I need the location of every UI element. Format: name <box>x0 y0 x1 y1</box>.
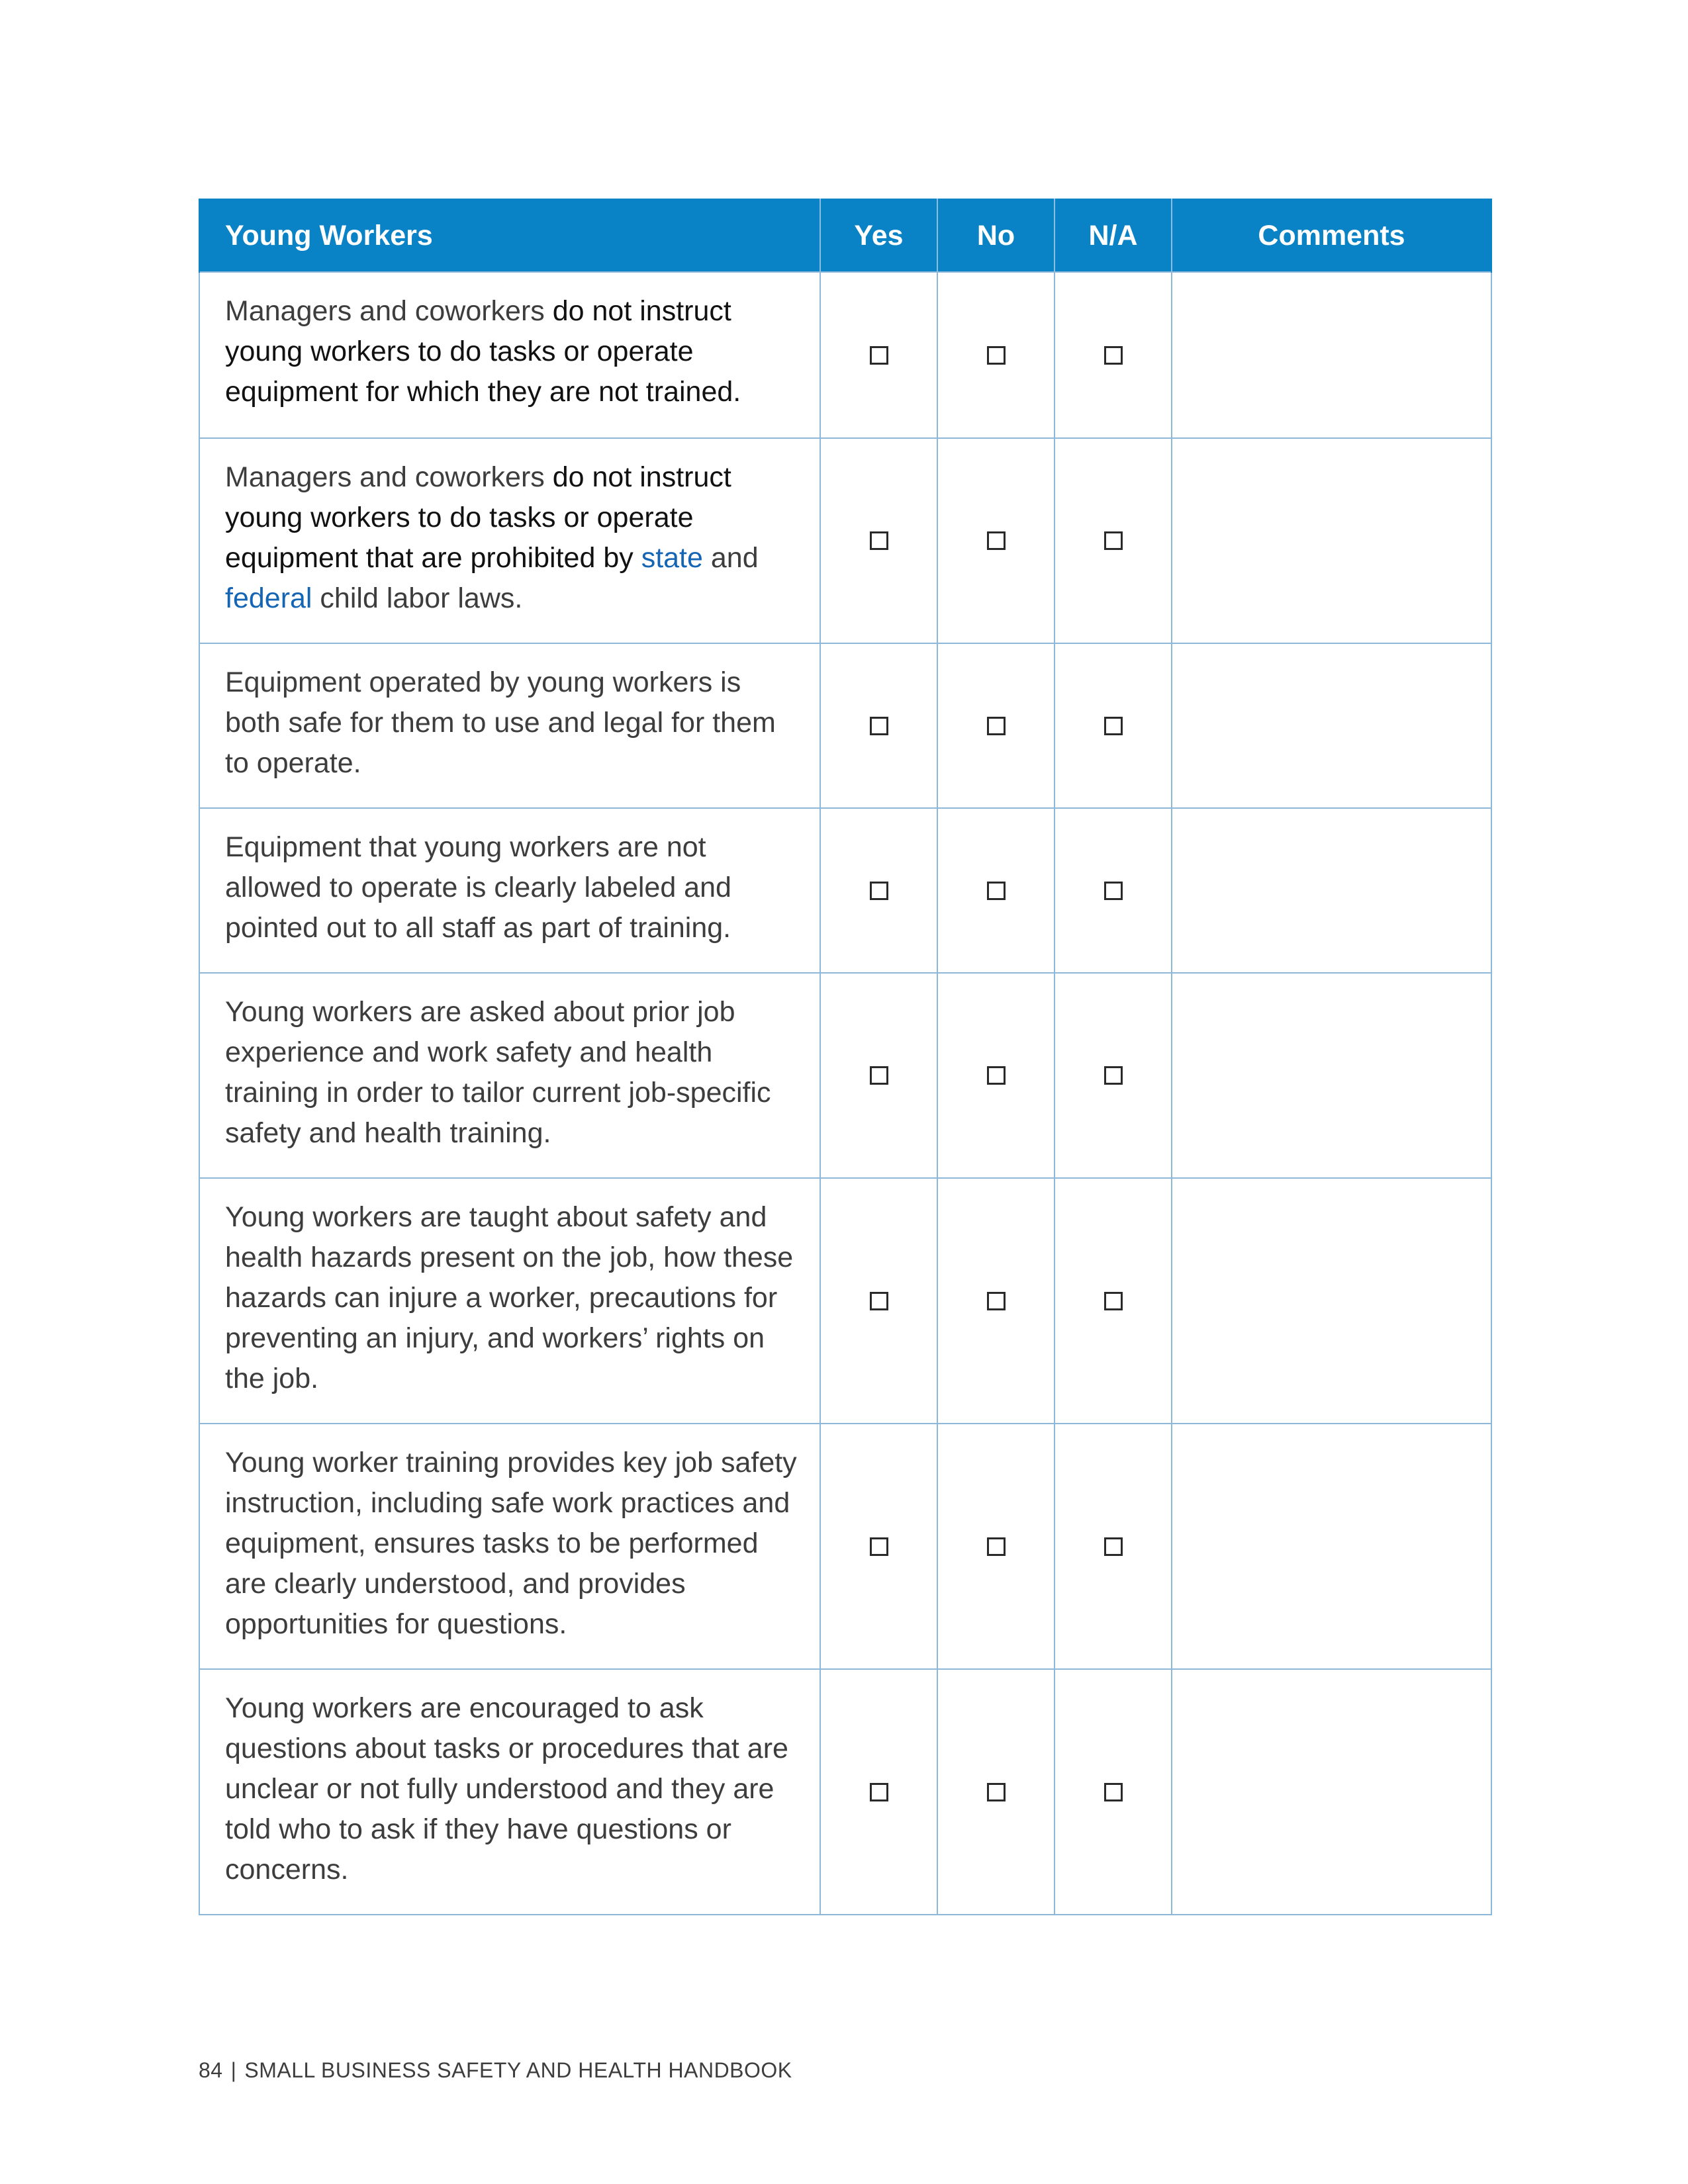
checklist-item-text <box>199 808 820 973</box>
checkbox-yes[interactable] <box>870 717 888 735</box>
table-body <box>199 272 1491 1915</box>
cell-no <box>937 438 1055 643</box>
header-na: N/A <box>1055 199 1172 272</box>
checkbox-no[interactable] <box>987 1537 1006 1556</box>
checklist-item-text <box>199 1669 820 1915</box>
table-row <box>199 973 1491 1178</box>
checkbox-na[interactable] <box>1104 1537 1123 1556</box>
item-text-segment: Equipment that young workers are not allowed to operate is clearly labeled and pointed out to all staff as part of training. <box>225 831 731 944</box>
checklist-item-text <box>199 1178 820 1424</box>
checkbox-yes[interactable] <box>870 346 888 365</box>
item-text-segment: Young workers are taught about safety and health hazards present on the job, how these hazards can injure a worker, precautions for preventing an injury, and workers’ rights on the job. <box>225 1201 794 1394</box>
header-yes: Yes <box>820 199 937 272</box>
item-text-segment: Young workers are asked about prior job experience and work safety and health training in order to tailor current job-specific safety and health training. <box>225 996 771 1149</box>
table-row <box>199 643 1491 808</box>
comments-field[interactable] <box>1172 1424 1491 1669</box>
cell-yes <box>820 808 937 973</box>
footer-title: SMALL BUSINESS SAFETY AND HEALTH HANDBOOK <box>244 2058 792 2082</box>
checkbox-yes[interactable] <box>870 882 888 900</box>
cell-yes <box>820 1424 937 1669</box>
checkbox-no[interactable] <box>987 346 1006 365</box>
comments-field[interactable] <box>1172 438 1491 643</box>
checkbox-no[interactable] <box>987 1783 1006 1801</box>
table-row <box>199 1424 1491 1669</box>
page-number: 84 <box>199 2058 223 2082</box>
table-row <box>199 808 1491 973</box>
header-comments: Comments <box>1172 199 1491 272</box>
cell-na <box>1055 1424 1172 1669</box>
checklist-item-text <box>199 643 820 808</box>
cell-no <box>937 272 1055 438</box>
cell-yes <box>820 438 937 643</box>
law-link[interactable]: federal <box>225 582 312 614</box>
checkbox-yes[interactable] <box>870 1537 888 1556</box>
young-workers-checklist-table <box>199 199 1492 1915</box>
checkbox-no[interactable] <box>987 717 1006 735</box>
checklist-item-text <box>199 272 820 438</box>
cell-yes <box>820 272 937 438</box>
checkbox-na[interactable] <box>1104 1066 1123 1085</box>
cell-no <box>937 643 1055 808</box>
checkbox-na[interactable] <box>1104 346 1123 365</box>
checkbox-yes[interactable] <box>870 1783 888 1801</box>
cell-na <box>1055 973 1172 1178</box>
cell-na <box>1055 272 1172 438</box>
table-row <box>199 272 1491 438</box>
comments-field[interactable] <box>1172 1178 1491 1424</box>
table-row <box>199 1178 1491 1424</box>
law-link[interactable]: state <box>641 542 703 574</box>
item-text-segment: Managers and coworkers <box>225 295 553 327</box>
comments-field[interactable] <box>1172 808 1491 973</box>
checkbox-na[interactable] <box>1104 882 1123 900</box>
cell-yes <box>820 1178 937 1424</box>
item-text-segment: do not instruct young workers to do tasks or operate equipment for which they are not trained. <box>225 295 741 408</box>
cell-no <box>937 1669 1055 1915</box>
item-text-segment: and <box>702 542 759 574</box>
checkbox-no[interactable] <box>987 882 1006 900</box>
comments-field[interactable] <box>1172 643 1491 808</box>
cell-yes <box>820 643 937 808</box>
header-young-workers: Young Workers <box>199 199 820 272</box>
comments-field[interactable] <box>1172 272 1491 438</box>
checkbox-na[interactable] <box>1104 1292 1123 1310</box>
cell-na <box>1055 1178 1172 1424</box>
checklist-item-text <box>199 438 820 643</box>
item-text-segment: Young worker training provides key job safety instruction, including safe work practices and equipment, ensures tasks to be performed are clearly understood, and provides opportunities for questions. <box>225 1447 797 1640</box>
checkbox-no[interactable] <box>987 1292 1006 1310</box>
checkbox-na[interactable] <box>1104 1783 1123 1801</box>
cell-yes <box>820 973 937 1178</box>
cell-na <box>1055 438 1172 643</box>
cell-na <box>1055 643 1172 808</box>
page-footer <box>199 2058 792 2083</box>
cell-no <box>937 973 1055 1178</box>
comments-field[interactable] <box>1172 973 1491 1178</box>
checkbox-no[interactable] <box>987 531 1006 550</box>
checkbox-yes[interactable] <box>870 1066 888 1085</box>
table-row <box>199 438 1491 643</box>
checklist-item-text <box>199 1424 820 1669</box>
item-text-segment: child labor laws. <box>312 582 523 614</box>
cell-na <box>1055 808 1172 973</box>
checklist-item-text <box>199 973 820 1178</box>
header-no: No <box>937 199 1055 272</box>
item-text-segment: Equipment operated by young workers is both safe for them to use and legal for them to operate. <box>225 666 776 779</box>
item-text-segment: do not instruct young workers to do tasks or operate equipment that are prohibited by <box>225 461 731 574</box>
item-text-segment: Young workers are encouraged to ask questions about tasks or procedures that are unclear or not fully understood and they are told who to ask if they have questions or concerns. <box>225 1692 788 1886</box>
cell-no <box>937 1424 1055 1669</box>
checkbox-no[interactable] <box>987 1066 1006 1085</box>
cell-na <box>1055 1669 1172 1915</box>
cell-yes <box>820 1669 937 1915</box>
item-text-segment: Managers and coworkers <box>225 461 553 493</box>
table-row <box>199 1669 1491 1915</box>
footer-separator: | <box>230 2058 237 2082</box>
checkbox-yes[interactable] <box>870 1292 888 1310</box>
checkbox-na[interactable] <box>1104 717 1123 735</box>
cell-no <box>937 1178 1055 1424</box>
table-header-row <box>199 199 1491 272</box>
comments-field[interactable] <box>1172 1669 1491 1915</box>
cell-no <box>937 808 1055 973</box>
checkbox-na[interactable] <box>1104 531 1123 550</box>
checkbox-yes[interactable] <box>870 531 888 550</box>
